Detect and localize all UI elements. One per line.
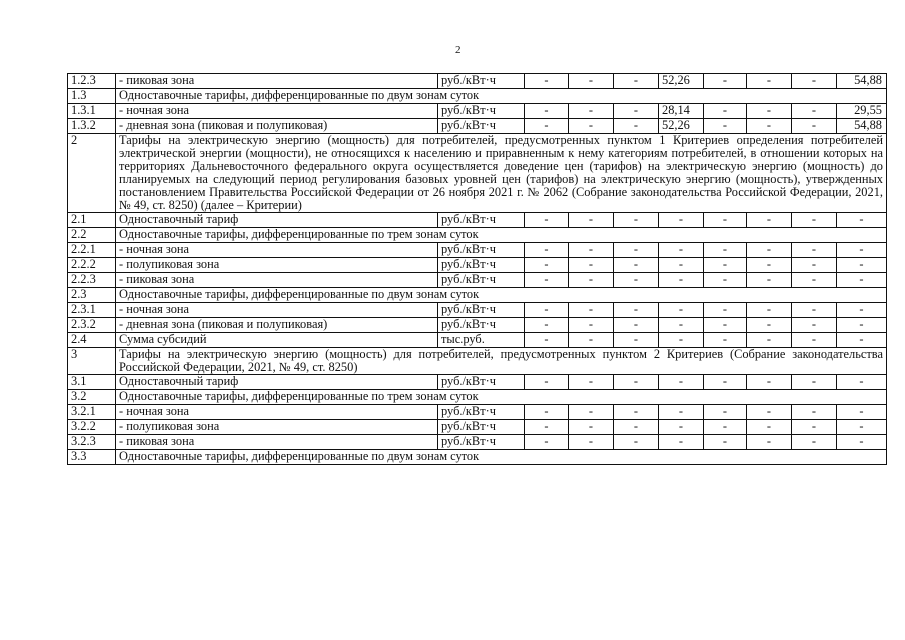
row-unit: руб./кВт·ч xyxy=(438,405,525,420)
row-value: 52,26 xyxy=(659,119,704,134)
row-value: 54,88 xyxy=(837,74,887,89)
row-value: - xyxy=(525,405,569,420)
row-number: 3.2.3 xyxy=(68,435,116,450)
row-value: - xyxy=(659,243,704,258)
row-value: - xyxy=(792,405,837,420)
row-value: - xyxy=(659,303,704,318)
row-value: - xyxy=(659,273,704,288)
row-value: - xyxy=(525,375,569,390)
row-value: - xyxy=(747,318,792,333)
table-row xyxy=(68,74,887,89)
row-unit: руб./кВт·ч xyxy=(438,119,525,134)
row-number: 2.3 xyxy=(68,288,116,303)
row-number: 1.2.3 xyxy=(68,74,116,89)
row-unit: руб./кВт·ч xyxy=(438,243,525,258)
row-value: - xyxy=(704,333,747,348)
row-name: - пиковая зона xyxy=(116,74,438,89)
section-title: Тарифы на электрическую энергию (мощность) для потребителей, предусмотренных пунктом 2 Критериев (Собрание законодательства Российской Федерации, 2021, № 49, ст. 8250) xyxy=(116,348,887,375)
row-value: - xyxy=(837,405,887,420)
row-value: - xyxy=(747,273,792,288)
row-number: 2.3.2 xyxy=(68,318,116,333)
section-title: Одноставочные тарифы, дифференцированные по трем зонам суток xyxy=(116,228,887,243)
row-value: - xyxy=(614,375,659,390)
row-unit: руб./кВт·ч xyxy=(438,303,525,318)
row-value: - xyxy=(704,375,747,390)
row-value: - xyxy=(659,435,704,450)
row-value: - xyxy=(614,405,659,420)
row-number: 3.2.1 xyxy=(68,405,116,420)
row-number: 3 xyxy=(68,348,116,375)
row-value: - xyxy=(569,333,614,348)
row-value: - xyxy=(837,375,887,390)
row-value: - xyxy=(704,258,747,273)
row-number: 2.4 xyxy=(68,333,116,348)
section-header-row xyxy=(68,288,887,303)
row-name: - ночная зона xyxy=(116,243,438,258)
row-value: - xyxy=(837,243,887,258)
row-value: - xyxy=(747,243,792,258)
row-value: - xyxy=(659,333,704,348)
row-value: - xyxy=(525,420,569,435)
row-value: - xyxy=(659,375,704,390)
row-unit: руб./кВт·ч xyxy=(438,74,525,89)
row-number: 2.2.3 xyxy=(68,273,116,288)
row-unit: руб./кВт·ч xyxy=(438,104,525,119)
row-number: 2 xyxy=(68,134,116,213)
row-name: - ночная зона xyxy=(116,405,438,420)
row-value: - xyxy=(704,318,747,333)
row-value: - xyxy=(704,213,747,228)
table-row xyxy=(68,333,887,348)
row-value: - xyxy=(525,333,569,348)
row-value: - xyxy=(747,405,792,420)
table-row xyxy=(68,104,887,119)
row-value: - xyxy=(614,74,659,89)
row-unit: руб./кВт·ч xyxy=(438,375,525,390)
row-value: - xyxy=(837,318,887,333)
row-value: - xyxy=(659,318,704,333)
row-number: 1.3.2 xyxy=(68,119,116,134)
row-name: Одноставочный тариф xyxy=(116,213,438,228)
row-value: - xyxy=(569,273,614,288)
row-value: - xyxy=(569,258,614,273)
row-name: - дневная зона (пиковая и полупиковая) xyxy=(116,119,438,134)
row-value: - xyxy=(704,243,747,258)
row-number: 3.2 xyxy=(68,390,116,405)
row-value: - xyxy=(569,74,614,89)
row-value: - xyxy=(837,303,887,318)
section-header-row xyxy=(68,390,887,405)
row-value: 52,26 xyxy=(659,74,704,89)
tariff-table-body xyxy=(68,74,887,465)
row-number: 2.1 xyxy=(68,213,116,228)
row-name: - пиковая зона xyxy=(116,435,438,450)
row-value: 28,14 xyxy=(659,104,704,119)
row-value: - xyxy=(614,318,659,333)
row-value: - xyxy=(704,303,747,318)
row-unit: руб./кВт·ч xyxy=(438,258,525,273)
row-number: 2.2.2 xyxy=(68,258,116,273)
row-name: Сумма субсидий xyxy=(116,333,438,348)
row-value: - xyxy=(792,318,837,333)
row-value: - xyxy=(614,213,659,228)
row-value: - xyxy=(614,119,659,134)
row-value: - xyxy=(837,420,887,435)
row-value: - xyxy=(704,435,747,450)
section-header-row xyxy=(68,228,887,243)
row-value: - xyxy=(704,74,747,89)
row-value: - xyxy=(837,435,887,450)
row-value: - xyxy=(747,119,792,134)
row-value: - xyxy=(614,420,659,435)
tariff-table xyxy=(67,73,887,465)
row-value: - xyxy=(747,104,792,119)
row-value: - xyxy=(614,104,659,119)
table-row xyxy=(68,273,887,288)
row-value: - xyxy=(792,74,837,89)
row-value: - xyxy=(614,435,659,450)
section-title: Одноставочные тарифы, дифференцированные по трем зонам суток xyxy=(116,390,887,405)
row-unit: руб./кВт·ч xyxy=(438,435,525,450)
row-value: - xyxy=(747,213,792,228)
row-value: - xyxy=(792,333,837,348)
row-value: - xyxy=(704,273,747,288)
row-value: - xyxy=(525,213,569,228)
row-number: 2.2 xyxy=(68,228,116,243)
table-row xyxy=(68,303,887,318)
row-value: - xyxy=(569,318,614,333)
row-value: - xyxy=(525,258,569,273)
row-value: - xyxy=(792,258,837,273)
row-name: - ночная зона xyxy=(116,104,438,119)
row-value: - xyxy=(525,119,569,134)
section-title: Тарифы на электрическую энергию (мощность) для потребителей, предусмотренных пунктом 1 Критериев определения потребителей электрической энергии (мощности), не относящихся к населению и приравненным к нему категориям потребителей, в отношении которых на территориях Дальневосточного федерального округа осуществляется доведение цен (тарифов) на электрическую энергию (мощность) до планируемых на следующий период регулирования базовых уровней цен (тарифов) на электрическую энергию (мощность), утвержденных постановлением Правительства Российской Федерации от 26 ноября 2021 г. № 2062 (Собрание законодательства Российской Федерации, 2021, № 49, ст. 8250) (далее – Критерии) xyxy=(116,134,887,213)
row-unit: руб./кВт·ч xyxy=(438,318,525,333)
row-value: - xyxy=(614,258,659,273)
row-value: - xyxy=(792,243,837,258)
row-value: - xyxy=(837,213,887,228)
row-value: - xyxy=(569,303,614,318)
row-value: - xyxy=(792,435,837,450)
row-value: - xyxy=(525,273,569,288)
row-unit: руб./кВт·ч xyxy=(438,213,525,228)
row-value: 54,88 xyxy=(837,119,887,134)
section-header-row xyxy=(68,348,887,375)
row-value: - xyxy=(704,119,747,134)
row-number: 1.3.1 xyxy=(68,104,116,119)
row-value: - xyxy=(525,303,569,318)
row-number: 2.2.1 xyxy=(68,243,116,258)
row-value: - xyxy=(837,258,887,273)
row-name: - ночная зона xyxy=(116,303,438,318)
row-value: 29,55 xyxy=(837,104,887,119)
row-value: - xyxy=(569,375,614,390)
row-value: - xyxy=(837,333,887,348)
row-value: - xyxy=(792,119,837,134)
row-value: - xyxy=(614,273,659,288)
row-value: - xyxy=(747,435,792,450)
row-value: - xyxy=(525,74,569,89)
page-number: 2 xyxy=(455,44,461,56)
row-value: - xyxy=(569,213,614,228)
row-number: 2.3.1 xyxy=(68,303,116,318)
row-value: - xyxy=(792,213,837,228)
row-value: - xyxy=(747,375,792,390)
row-value: - xyxy=(792,273,837,288)
row-value: - xyxy=(659,405,704,420)
row-value: - xyxy=(792,104,837,119)
row-value: - xyxy=(747,74,792,89)
section-title: Одноставочные тарифы, дифференцированные по двум зонам суток xyxy=(116,89,887,104)
row-name: - пиковая зона xyxy=(116,273,438,288)
row-value: - xyxy=(747,258,792,273)
row-value: - xyxy=(704,420,747,435)
table-row xyxy=(68,258,887,273)
table-row xyxy=(68,243,887,258)
row-value: - xyxy=(614,333,659,348)
row-value: - xyxy=(614,243,659,258)
row-value: - xyxy=(614,303,659,318)
row-value: - xyxy=(837,273,887,288)
row-value: - xyxy=(525,243,569,258)
section-title: Одноставочные тарифы, дифференцированные по двум зонам суток xyxy=(116,288,887,303)
table-row xyxy=(68,119,887,134)
row-value: - xyxy=(525,104,569,119)
table-row xyxy=(68,318,887,333)
row-value: - xyxy=(704,405,747,420)
row-name: - полупиковая зона xyxy=(116,420,438,435)
row-value: - xyxy=(747,420,792,435)
row-value: - xyxy=(569,420,614,435)
row-value: - xyxy=(659,420,704,435)
row-value: - xyxy=(792,420,837,435)
row-number: 3.1 xyxy=(68,375,116,390)
table-row xyxy=(68,435,887,450)
row-value: - xyxy=(792,303,837,318)
row-value: - xyxy=(525,318,569,333)
row-value: - xyxy=(569,119,614,134)
row-number: 3.3 xyxy=(68,450,116,465)
row-unit: руб./кВт·ч xyxy=(438,420,525,435)
row-value: - xyxy=(525,435,569,450)
row-value: - xyxy=(659,258,704,273)
row-value: - xyxy=(747,333,792,348)
section-header-row xyxy=(68,89,887,104)
row-number: 3.2.2 xyxy=(68,420,116,435)
row-value: - xyxy=(569,104,614,119)
table-row xyxy=(68,405,887,420)
section-header-row xyxy=(68,450,887,465)
table-row xyxy=(68,213,887,228)
row-value: - xyxy=(569,243,614,258)
row-name: Одноставочный тариф xyxy=(116,375,438,390)
table-row xyxy=(68,375,887,390)
row-value: - xyxy=(792,375,837,390)
row-value: - xyxy=(569,405,614,420)
section-header-row xyxy=(68,134,887,213)
row-number: 1.3 xyxy=(68,89,116,104)
row-name: - дневная зона (пиковая и полупиковая) xyxy=(116,318,438,333)
table-row xyxy=(68,420,887,435)
row-unit: руб./кВт·ч xyxy=(438,273,525,288)
row-value: - xyxy=(659,213,704,228)
row-name: - полупиковая зона xyxy=(116,258,438,273)
row-value: - xyxy=(569,435,614,450)
row-value: - xyxy=(747,303,792,318)
section-title: Одноставочные тарифы, дифференцированные по двум зонам суток xyxy=(116,450,887,465)
row-unit: тыс.руб. xyxy=(438,333,525,348)
row-value: - xyxy=(704,104,747,119)
